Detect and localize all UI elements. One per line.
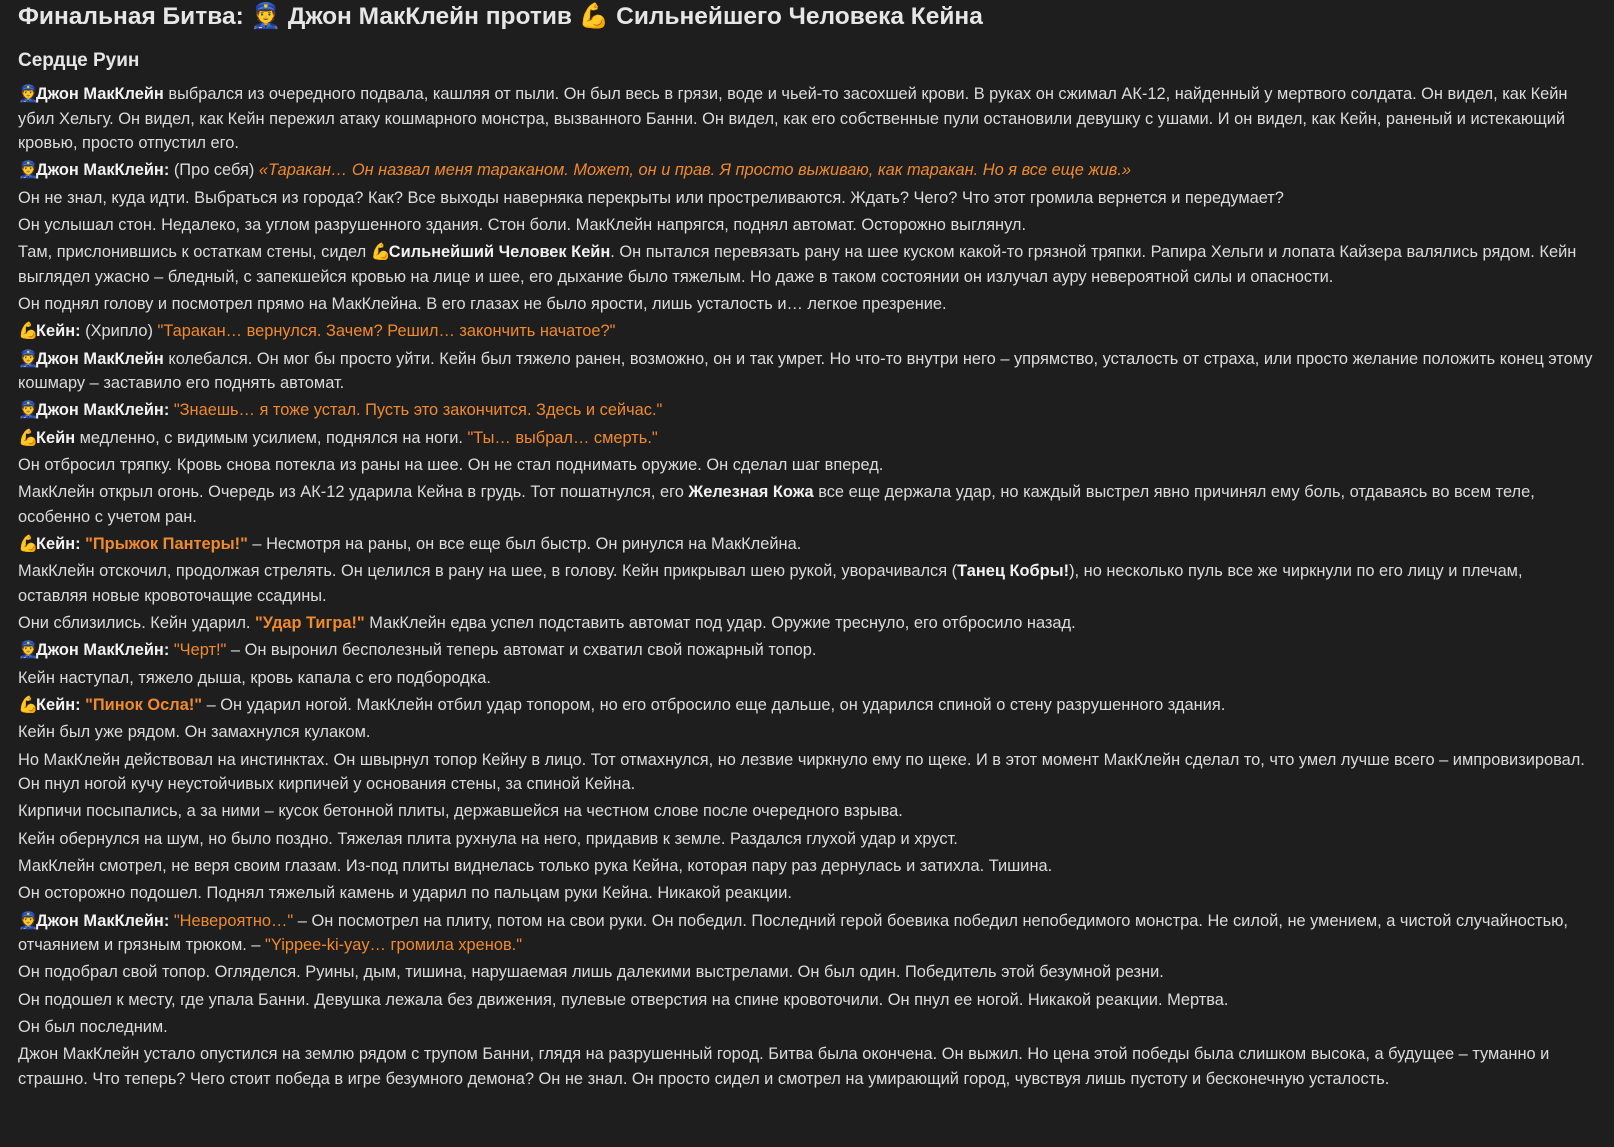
story-paragraph [18,82,1596,156]
narration-text: ), но несколько пуль все же чиркнули по его лицу и плечам, оставляя новые кровоточащие ссадины. [18,562,1523,605]
story-paragraph [18,666,1596,691]
character-name: Танец Кобры! [957,562,1070,581]
narration-text: МакКлейн едва успел подставить автомат под удар. Оружие треснуло, его отбросило назад. [364,614,1076,633]
police-officer-icon: 👮 [18,911,39,930]
story-paragraph [18,213,1596,238]
narration-text: Кирпичи посыпались, а за ними – кусок бетонной плиты, державшейся на честном слове после очередного взрыва. [18,802,903,821]
story-paragraph [18,186,1596,211]
quoted-speech: "Удар Тигра!" [255,614,365,633]
flexed-biceps-icon: 💪 [18,428,39,447]
quoted-speech: "Знаешь… я тоже устал. Пусть это закончится. Здесь и сейчас." [173,401,663,420]
story-paragraph [18,453,1596,478]
narration-text: все еще держала удар, но каждый выстрел явно причинял ему боль, отдаваясь во всем теле, особенно с учетом ран. [18,483,1535,526]
story-paragraph [18,799,1596,824]
narration-text: (Хрипло) [80,322,158,341]
title-part-3: Сильнейшего Человека Кейна [609,3,983,30]
character-name: Сильнейший Человек Кейн [388,243,611,262]
story-paragraph [18,559,1596,608]
story-paragraph [18,720,1596,745]
story-paragraph [18,1015,1596,1040]
story-paragraph [18,158,1596,183]
character-name: Джон МакКлейн: [36,401,170,420]
story-paragraph [18,611,1596,636]
flexed-biceps-icon: 💪 [18,535,39,554]
narration-text: Кейн обернулся на шум, но было поздно. Тяжелая плита рухнула на него, придавив к земле. Раздался глухой удар и хруст. [18,829,958,848]
story-paragraph [18,638,1596,663]
quoted-speech: "Прыжок Пантеры!" [85,535,248,554]
character-name: Джон МакКлейн [36,85,164,103]
story-paragraph [18,292,1596,317]
story-paragraph [18,960,1596,985]
story-paragraph [18,480,1596,529]
character-name: Джон МакКлейн: [36,911,170,930]
title-part-1: Финальная Битва: [18,3,251,30]
quoted-speech: "Пинок Осла!" [85,696,203,715]
story-paragraph [18,240,1596,289]
narration-text: МакКлейн смотрел, не веря своим глазам. Из-под плиты виднелась только рука Кейна, которая пару раз дернулась и затихла. Тишина. [18,857,1053,876]
narration-text: – Он выронил бесполезный теперь автомат и схватил свой пожарный топор. [226,641,817,660]
narration-text: . Он пытался перевязать рану на шее куском какой-то грязной тряпки. Рапира Хельги и лопата Кайзера валялись рядом. Кейн выглядел ужасно – бледный, с запекшейся кровью на лице и шее, его дыхание было тяжелым. Но даже в таком состоянии он излучал ауру невероятной силы и опасности. [18,243,1577,286]
narration-text: медленно, с видимым усилием, поднялся на ноги. [75,428,468,447]
story-paragraph [18,748,1596,797]
section-heading: Сердце Руин [18,50,140,71]
character-name: Железная Кожа [688,483,814,502]
quoted-speech: "Yippee-ki-yay… громила хренов." [265,936,523,955]
character-name: Джон МакКлейн [36,349,164,368]
title-part-2: Джон МакКлейн против [281,3,579,30]
story-paragraph [18,854,1596,879]
story-paragraph [18,319,1596,344]
page-title [18,4,1596,30]
narration-text: Он осторожно подошел. Поднял тяжелый камень и ударил по пальцам руки Кейна. Никакой реакции. [18,884,792,903]
story-paragraph [18,347,1596,396]
story-paragraph [18,532,1596,557]
police-officer-icon: 👮 [250,3,282,30]
character-name: Кейн [36,428,76,447]
police-officer-icon: 👮 [18,349,39,368]
flexed-biceps-icon: 💪 [370,243,392,262]
quoted-speech: "Невероятно…" [173,911,294,930]
narration-text: (Про себя) [169,161,259,180]
flexed-biceps-icon: 💪 [578,3,610,30]
story-paragraph [18,426,1596,451]
story-paragraph [18,1042,1596,1091]
character-name: Джон МакКлейн: [36,161,170,180]
story-paragraph [18,988,1596,1013]
narration-text: Он подобрал свой топор. Огляделся. Руины, дым, тишина, нарушаемая лишь далекими выстрелами. Он был один. Победитель этой безумной резни. [18,963,1164,982]
narration-text: – Он ударил ногой. МакКлейн отбил удар топором, но его отбросило еще дальше, он ударился спиной о стену разрушенного здания. [202,696,1226,715]
character-name: Джон МакКлейн: [36,641,170,660]
police-officer-icon: 👮 [18,641,39,660]
narration-text: – Он посмотрел на плиту, потом на свои руки. Он победил. Последний герой боевика победил непобедимого монстра. Не силой, не умением, а чистой случайностью, отчаянием и грязным трюком. – [18,911,1568,955]
police-officer-icon: 👮 [18,85,39,103]
narration-text: Он поднял голову и посмотрел прямо на МакКлейна. В его глазах не было ярости, лишь усталость и… легкое презрение. [18,294,947,313]
character-name: Кейн: [36,535,81,554]
narration-text: Он был последним. [18,1018,168,1037]
narration-text: МакКлейн открыл огонь. Очередь из АК-12 ударила Кейна в грудь. Тот пошатнулся, его [18,483,689,502]
story-paragraph [18,827,1596,852]
story-paragraph [18,909,1596,958]
story-paragraph [18,881,1596,906]
quoted-speech: "Черт!" [173,641,227,660]
narration-text: Они сблизились. Кейн ударил. [18,614,256,633]
flexed-biceps-icon: 💪 [18,696,39,715]
narration-text: Он услышал стон. Недалеко, за углом разрушенного здания. Стон боли. МакКлейн напрягся, поднял автомат. Осторожно выглянул. [18,215,1027,234]
narration-text: Он отбросил тряпку. Кровь снова потекла из раны на шее. Он не стал поднимать оружие. Он сделал шаг вперед. [18,455,884,474]
quoted-speech: "Ты… выбрал… смерть." [467,428,658,447]
story-text [18,82,1596,1091]
flexed-biceps-icon: 💪 [18,322,39,341]
character-name: Кейн: [36,696,81,715]
character-name: Кейн: [36,322,81,341]
narration-text: – Несмотря на раны, он все еще был быстр. Он ринулся на МакКлейна. [247,535,802,554]
narration-text: Кейн наступал, тяжело дыша, кровь капала с его подбородка. [18,668,491,687]
narration-text: МакКлейн отскочил, продолжая стрелять. Он целился в рану на шее, в голову. Кейн прикрывал шею рукой, уворачивался ( [18,562,958,581]
narration-text: Там, прислонившись к остаткам стены, сидел [18,243,371,262]
narration-text: Он не знал, куда идти. Выбраться из города? Как? Все выходы наверняка перекрыты или простреливаются. Ждать? Чего? Что этот громила вернется и передумает? [18,188,1284,207]
police-officer-icon: 👮 [18,161,39,180]
narration-text: Джон МакКлейн устало опустился на землю рядом с трупом Банни, глядя на разрушенный город. Битва была окончена. Он выжил. Но цена этой победы была слишком высока, а будущее – туманно и страшно. Что теперь? Чего стоит победа в игре безумного демона? Он не знал. Он просто сидел и смотрел на умирающий город, чувствуя лишь пустоту и бесконечную усталость. [18,1045,1550,1088]
narration-text: Но МакКлейн действовал на инстинктах. Он швырнул топор Кейну в лицо. Тот отмахнулся, но лезвие чиркнуло ему по щеке. И в этот момент МакКлейн сделал то, что умел лучше всего – импровизировал. Он пнул ногой кучу неустойчивых кирпичей у основания стены, за спиной Кейна. [18,750,1585,794]
narration-text: выбрался из очередного подвала, кашляя от пыли. Он был весь в грязи, воде и чьей-то засохшей крови. В руках он сжимал АК-12, найденный у мертвого солдата. Он видел, как Кейн убил Хельгу. Он видел, как Кейн пережил атаку кошмарного монстра, вызванного Банни. Он видел, как его собственные пули остановили девушку с ушами. И он видел, как Кейн, раненый и истекающий кровью, просто отпустил его. [18,85,1568,152]
story-paragraph [18,693,1596,718]
narration-text: колебался. Он мог бы просто уйти. Кейн был тяжело ранен, возможно, он и так умрет. Но что-то внутри него – упрямство, усталость от страха, или просто желание положить конец этому кошмару – заставило его поднять автомат. [18,349,1593,393]
quoted-speech: «Таракан… Он назвал меня тараканом. Может, он и прав. Я просто выживаю, как таракан. Но я все еще жив.» [258,161,1132,180]
narration-text: Он подошел к месту, где упала Банни. Девушка лежала без движения, пулевые отверстия на спине кровоточили. Он пнул ее ногой. Никакой реакции. Мертва. [18,990,1229,1009]
narration-text: Кейн был уже рядом. Он замахнулся кулаком. [18,723,371,742]
police-officer-icon: 👮 [18,401,39,420]
quoted-speech: "Таракан… вернулся. Зачем? Решил… закончить начатое?" [157,322,616,341]
story-paragraph [18,398,1596,423]
